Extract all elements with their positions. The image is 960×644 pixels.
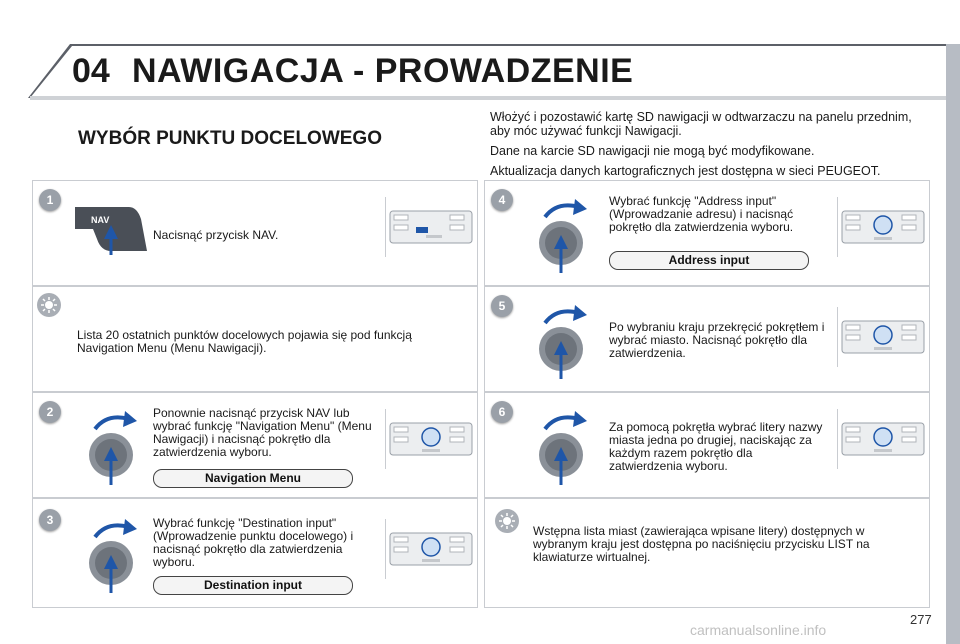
radio-thumbnail <box>837 409 928 469</box>
step-panel-4 <box>484 180 930 286</box>
tip-panel-2 <box>484 498 930 608</box>
intro-paragraph: Aktualizacja danych kartograficznych jest dostępna w sieci PEUGEOT. <box>490 164 881 178</box>
rotary-knob-icon <box>531 195 591 273</box>
step-badge: 1 <box>39 189 61 211</box>
chapter-number: 04 <box>72 52 110 90</box>
radio-thumbnail <box>837 307 928 367</box>
step-badge: 4 <box>491 189 513 211</box>
radio-thumbnail <box>385 519 476 579</box>
page-title: NAWIGACJA - PROWADZENIE <box>132 52 634 90</box>
intro-paragraph: Dane na karcie SD nawigacji nie mogą być modyfikowane. <box>490 144 815 158</box>
section-title: WYBÓR PUNKTU DOCELOWEGO <box>78 128 382 149</box>
step-panel-1 <box>32 180 478 286</box>
step-panel-6 <box>484 392 930 498</box>
step-badge: 5 <box>491 295 513 317</box>
step-text: Nacisnąć przycisk NAV. <box>153 228 279 242</box>
tip-text: Lista 20 ostatnich punktów docelowych pojawia się pod funkcją Navigation Menu (Menu Nawigacji). <box>77 328 412 355</box>
tip-text: Wstępna lista miast (zawierająca wpisane litery) dostępnych w wybranym kraju jest dostępna po naciśnięciu przycisku LIST na klawiaturze wirtualnej. <box>533 524 870 564</box>
radio-thumbnail <box>837 197 928 257</box>
page-number: 277 <box>910 612 932 627</box>
lightbulb-icon <box>37 293 61 317</box>
radio-thumbnail <box>385 197 476 257</box>
destination-input-pill: Destination input <box>153 576 353 595</box>
nav-button-icon <box>71 199 149 259</box>
step-text: Po wybraniu kraju przekręcić pokrętłem i wybrać miasto. Nacisnąć pokrętło dla zatwierdzenia. <box>609 320 825 360</box>
step-badge: 2 <box>39 401 61 423</box>
side-bar <box>946 44 960 644</box>
navigation-menu-pill: Navigation Menu <box>153 469 353 488</box>
step-panel-5 <box>484 286 930 392</box>
nav-button-label: NAV <box>91 215 110 225</box>
step-panel-3 <box>32 498 478 608</box>
intro-paragraph: Włożyć i pozostawić kartę SD nawigacji w odtwarzaczu na panelu przednim, aby móc używać funkcji Nawigacji. <box>490 110 912 138</box>
step-badge: 6 <box>491 401 513 423</box>
step-badge: 3 <box>39 509 61 531</box>
step-text: Wybrać funkcję "Address input" (Wprowadzanie adresu) i nacisnąć pokrętło dla zatwierdzenia wyboru. <box>609 194 794 234</box>
rotary-knob-icon <box>81 515 141 593</box>
rotary-knob-icon <box>531 301 591 379</box>
page-header <box>0 0 960 110</box>
step-text: Wybrać funkcję "Destination input" (Wprowadzenie punktu docelowego) i nacisnąć pokrętło dla zatwierdzenia wyboru. <box>153 516 354 569</box>
lightbulb-icon <box>495 509 519 533</box>
address-input-pill: Address input <box>609 251 809 270</box>
radio-thumbnail <box>385 409 476 469</box>
intro-text <box>490 110 920 184</box>
step-panel-2 <box>32 392 478 498</box>
rotary-knob-icon <box>81 407 141 485</box>
step-text: Za pomocą pokrętła wybrać litery nazwy miasta jedna po drugiej, naciskając za każdym razem pokrętło dla zatwierdzenia wyboru. <box>609 420 823 473</box>
rotary-knob-icon <box>531 407 591 485</box>
step-text: Ponownie nacisnąć przycisk NAV lub wybrać funkcję "Navigation Menu" (Menu Nawigacji) i nacisnąć pokrętło dla zatwierdzenia wyboru. <box>153 406 372 459</box>
tip-panel-1 <box>32 286 478 392</box>
watermark: carmanualsonline.info <box>690 622 827 638</box>
